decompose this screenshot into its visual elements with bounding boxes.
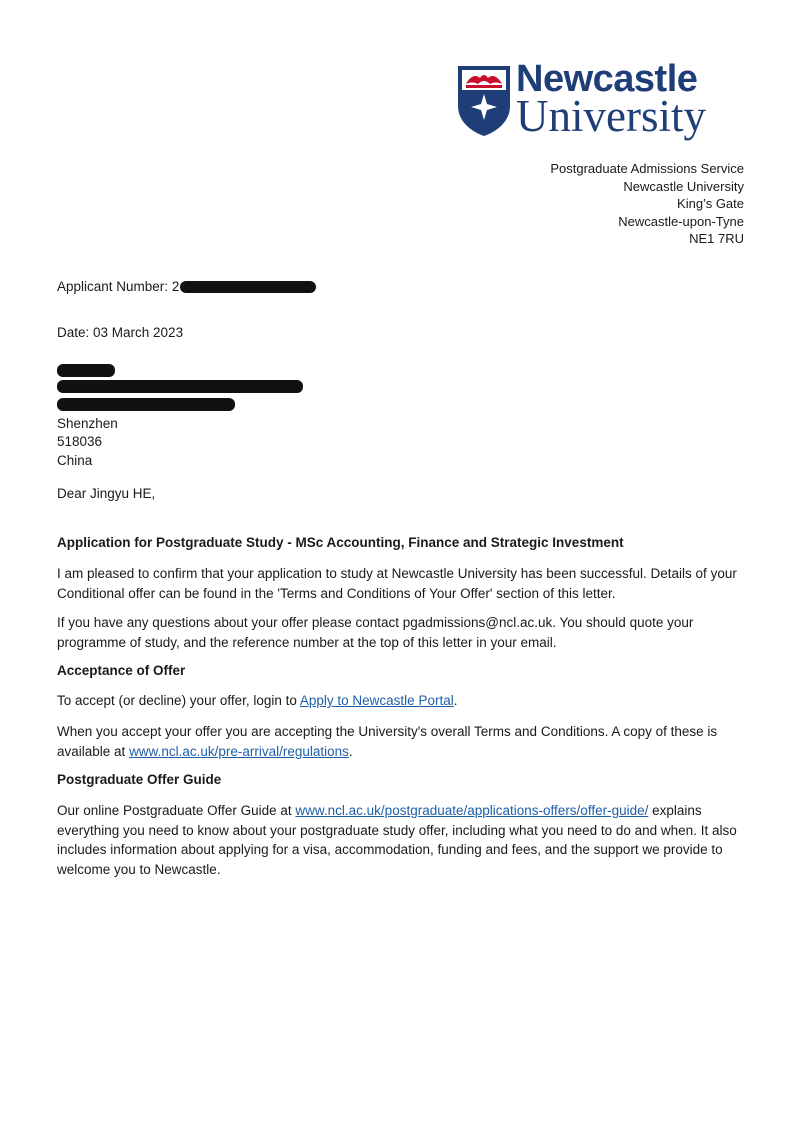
address-line: NE1 7RU [689,231,744,247]
terms-paragraph [57,722,757,761]
redaction-bar [180,281,316,293]
recipient-city: Shenzhen [57,416,118,431]
offer-guide-heading: Postgraduate Offer Guide [57,772,222,787]
guide-text: Our online Postgraduate Offer Guide at [57,803,296,818]
logo-wordmark-newcastle: Newcastle [516,58,698,100]
newcastle-university-logo [456,58,716,142]
crest-icon [456,64,512,138]
offer-guide-link[interactable]: www.ncl.ac.uk/postgraduate/applications-offers/offer-guide/ [295,803,649,818]
redaction-bar [57,380,303,393]
guide-text-end: explains everything you need to know about your postgraduate study offer, including what you need to do and when. It also includes information about applying for a visa, accommodation, funding and fees, and the support we provide to welcome you to Newcastle. [57,803,737,877]
applicant-number-prefix: 2 [171,279,180,294]
redaction-bar [57,364,115,377]
address-line: Postgraduate Admissions Service [550,161,744,176]
salutation: Dear Jingyu HE, [57,486,156,501]
subject-heading: Application for Postgraduate Study - MSc Accounting, Finance and Strategic Investment [57,535,624,550]
contact-paragraph: If you have any questions about your offer please contact pgadmissions@ncl.ac.uk. You should quote your programme of study, and the reference number at the top of this letter in your email. [57,615,694,650]
redaction-bar [57,398,235,411]
recipient-country: China [57,453,93,468]
address-line: Newcastle University [623,178,744,194]
acceptance-paragraph [57,691,757,711]
acceptance-text: To accept (or decline) your offer, login to [57,693,300,708]
logo-wordmark-university: University [516,91,706,141]
terms-text-end: . [348,743,353,759]
acceptance-heading: Acceptance of Offer [57,663,186,678]
applicant-number-label: Applicant Number: [57,279,169,294]
letter-date: Date: 03 March 2023 [57,325,184,340]
apply-portal-link[interactable]: Apply to Newcastle Portal [299,693,454,708]
acceptance-text-end: . [453,693,458,708]
terms-text: When you accept your offer you are accepting the University's overall Terms and Conditions. A copy of these is available at [57,724,718,759]
address-line: Newcastle-upon-Tyne [618,213,744,229]
recipient-postcode: 518036 [57,434,103,449]
offer-guide-paragraph [57,801,757,879]
regulations-link[interactable]: www.ncl.ac.uk/pre-arrival/regulations [129,743,349,759]
address-line: King’s Gate [677,196,744,212]
confirmation-paragraph: I am pleased to confirm that your application to study at Newcastle University has been successful. Details of your Conditional offer can be found in the 'Terms and Conditions of Your Offer' section of this letter. [57,566,737,601]
sender-address [550,160,744,248]
applicant-number [57,279,316,294]
